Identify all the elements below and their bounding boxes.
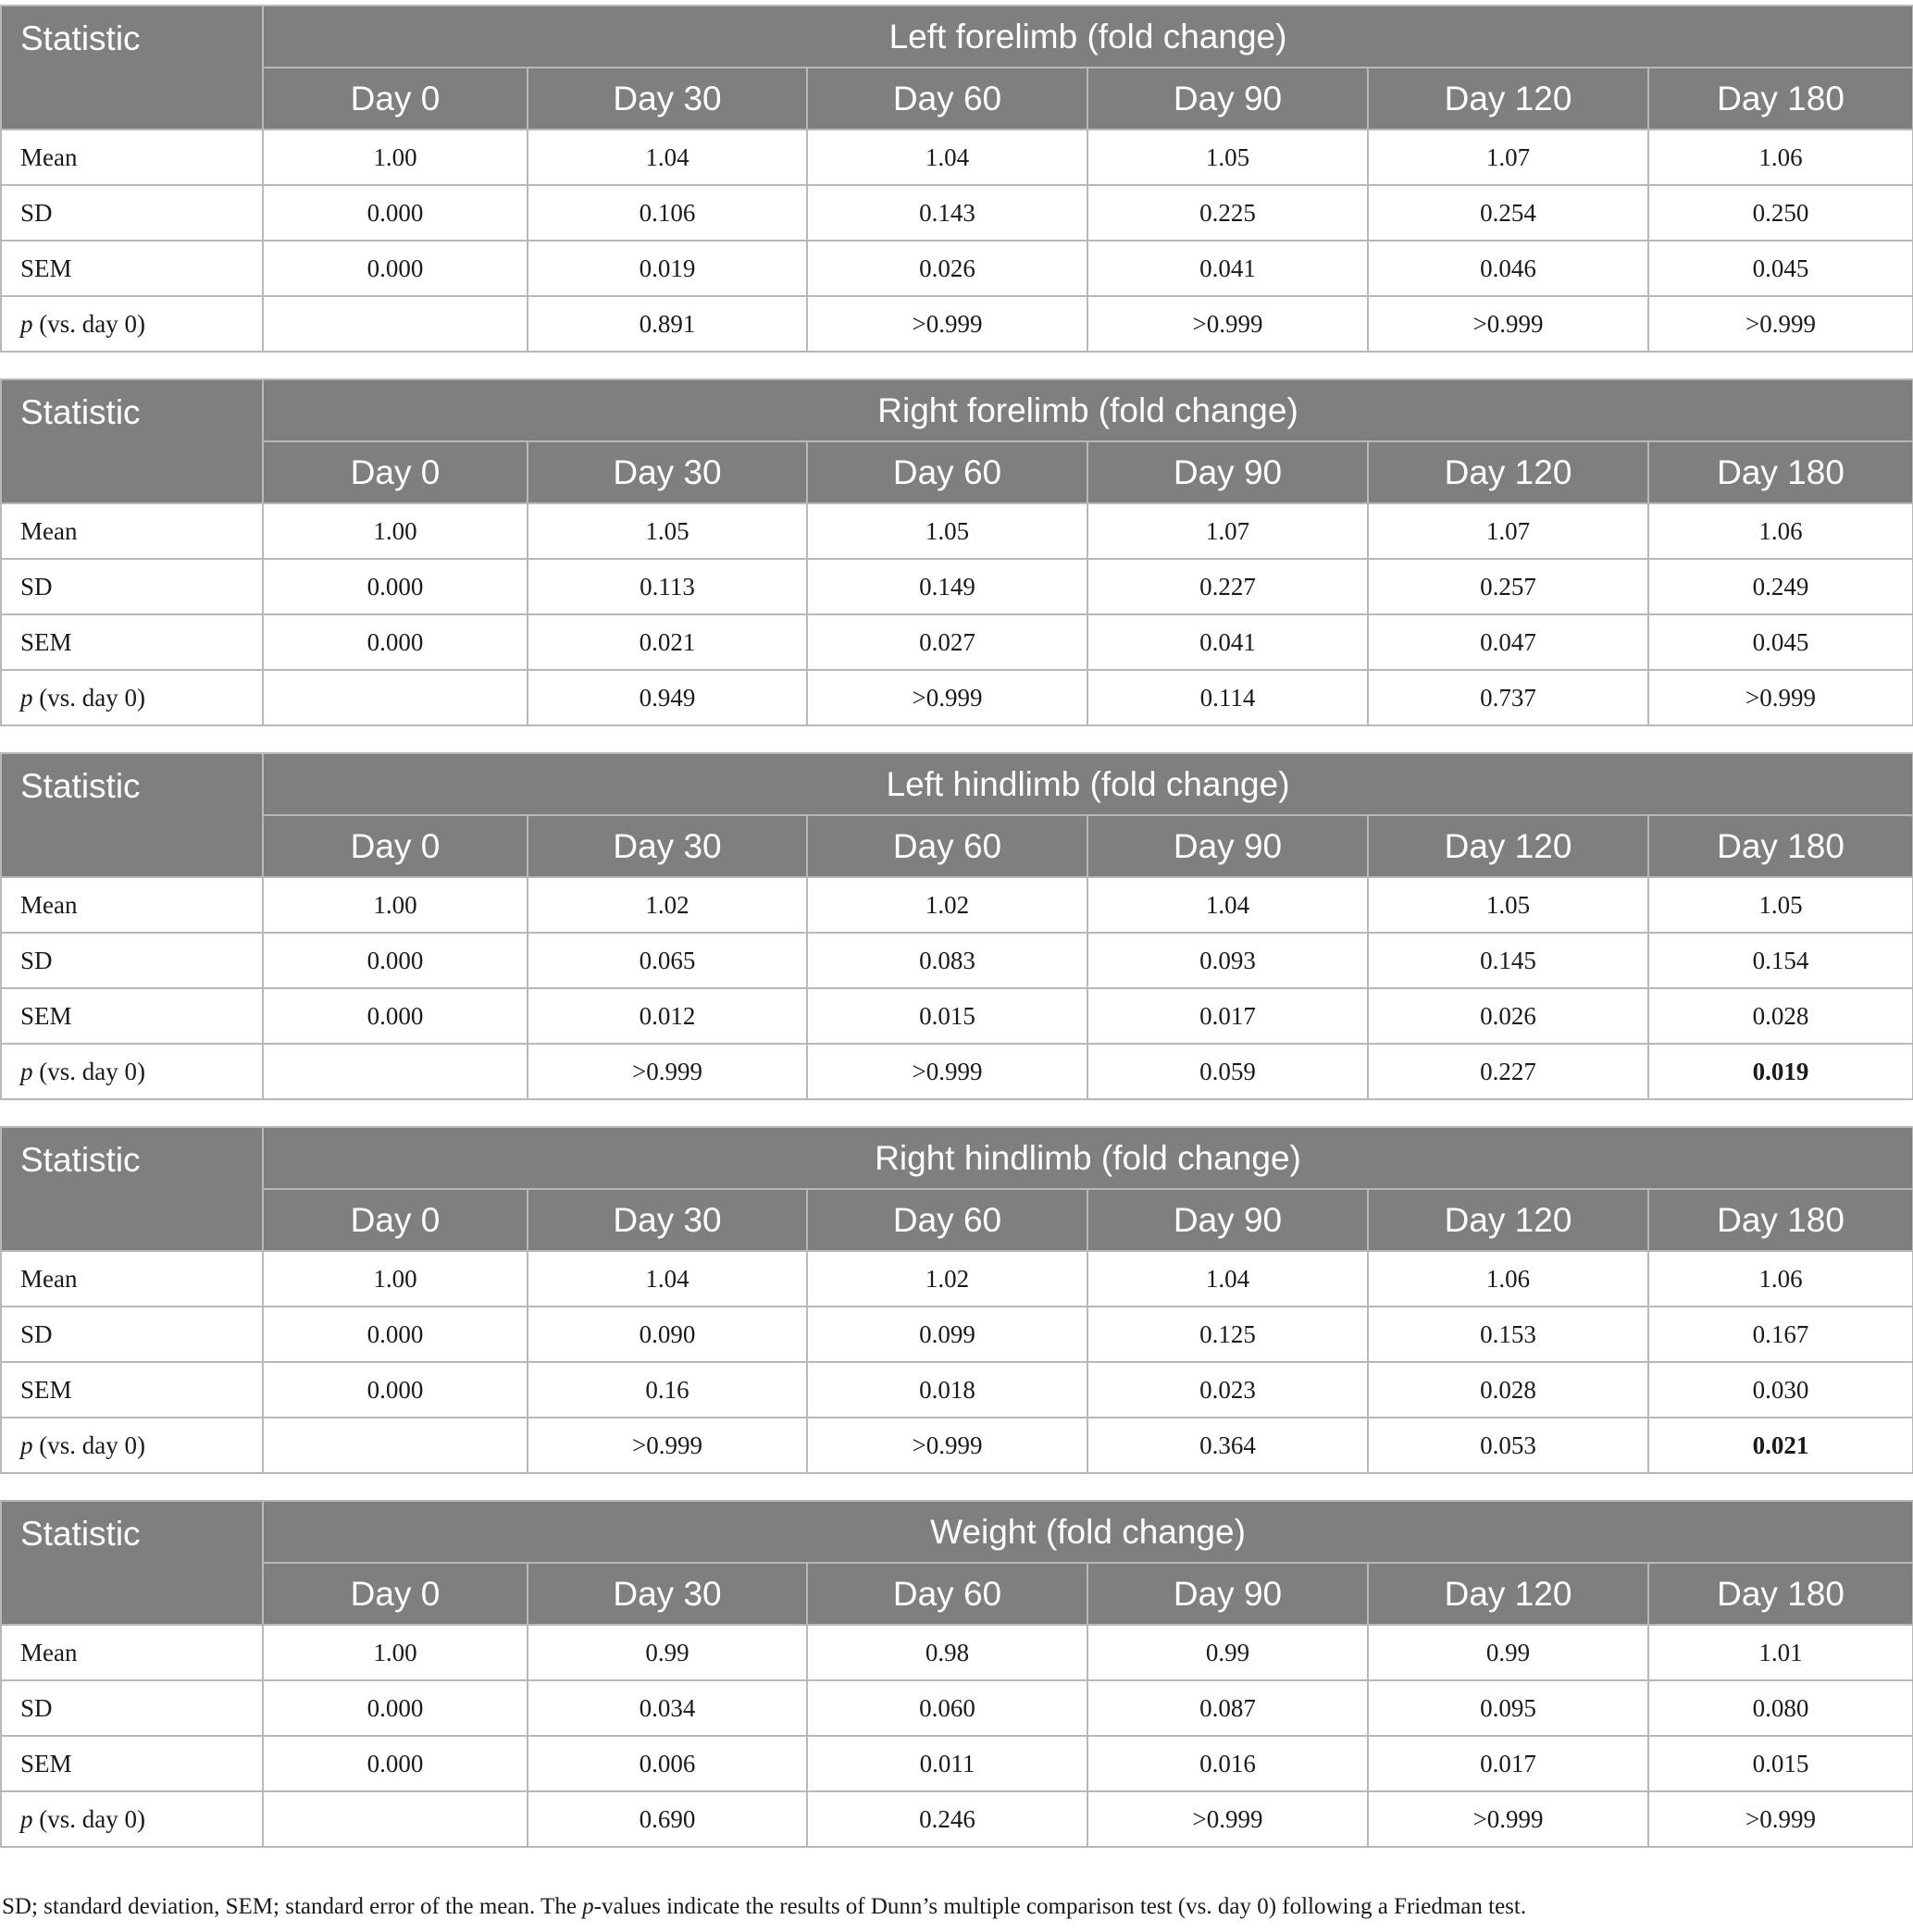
table-cell: 0.030 [1648, 1362, 1913, 1418]
table-cell: 0.737 [1368, 670, 1648, 725]
row-label [1, 1418, 263, 1473]
row-label: SEM [1, 988, 263, 1044]
table-cell: 0.028 [1648, 988, 1913, 1044]
table-cell: 0.227 [1368, 1044, 1648, 1099]
table-cell: 1.06 [1368, 1251, 1648, 1307]
table-row [1, 503, 1913, 559]
table-cell: 0.041 [1087, 241, 1368, 296]
day-column-header: Day 120 [1368, 441, 1648, 503]
table-cell: 0.034 [528, 1680, 807, 1736]
row-label: SEM [1, 614, 263, 670]
table-cell [263, 1418, 528, 1473]
table-row [1, 1362, 1913, 1418]
table-cell: 0.021 [528, 614, 807, 670]
table-cell: 1.04 [807, 130, 1087, 185]
row-label [1, 670, 263, 725]
stat-table [0, 5, 1913, 353]
table-cell: 0.106 [528, 185, 807, 241]
day-column-header: Day 180 [1648, 1563, 1913, 1625]
table-cell: 0.046 [1368, 241, 1648, 296]
row-label: Mean [1, 1251, 263, 1307]
day-column-header: Day 90 [1087, 815, 1368, 877]
day-column-header: Day 30 [528, 1563, 807, 1625]
table-cell: 1.00 [263, 130, 528, 185]
table-cell: 1.05 [1087, 130, 1368, 185]
table-cell: 0.045 [1648, 614, 1913, 670]
table-row [1, 1625, 1913, 1680]
table-cell: 0.019 [1648, 1044, 1913, 1099]
table-cell: 0.041 [1087, 614, 1368, 670]
table-cell: 1.05 [528, 503, 807, 559]
table-row [1, 1418, 1913, 1473]
day-column-header: Day 180 [1648, 68, 1913, 130]
table-row [1, 1044, 1913, 1099]
table-cell: 0.000 [263, 1362, 528, 1418]
table-cell: 0.249 [1648, 559, 1913, 614]
table-cell: 0.080 [1648, 1680, 1913, 1736]
row-label-text: (vs. day 0) [32, 309, 145, 338]
table-cell: 1.06 [1648, 130, 1913, 185]
table-cell: 0.059 [1087, 1044, 1368, 1099]
table-cell: 0.125 [1087, 1307, 1368, 1362]
table-cell: 0.019 [528, 241, 807, 296]
statistic-header: Statistic [1, 1501, 263, 1625]
table-row [1, 1791, 1913, 1847]
day-column-header: Day 180 [1648, 815, 1913, 877]
table-cell: >0.999 [807, 670, 1087, 725]
table-cell: 1.06 [1648, 503, 1913, 559]
table-cell: 1.07 [1368, 503, 1648, 559]
table-cell [263, 670, 528, 725]
table-title: Left forelimb (fold change) [263, 6, 1913, 68]
table-row [1, 670, 1913, 725]
table-footnote [2, 1894, 1526, 1920]
row-label: SD [1, 185, 263, 241]
table-cell: 0.021 [1648, 1418, 1913, 1473]
table-cell: 0.093 [1087, 933, 1368, 988]
row-label: SEM [1, 1362, 263, 1418]
table-cell: 0.060 [807, 1680, 1087, 1736]
table-row [1, 614, 1913, 670]
table-cell: 0.99 [1368, 1625, 1648, 1680]
day-column-header: Day 60 [807, 68, 1087, 130]
table-cell: 1.07 [1368, 130, 1648, 185]
day-column-header: Day 180 [1648, 441, 1913, 503]
row-label [1, 296, 263, 352]
row-label: Mean [1, 503, 263, 559]
table-cell: 0.113 [528, 559, 807, 614]
table-cell: 0.017 [1368, 1736, 1648, 1791]
row-label-italic: p [20, 309, 33, 338]
table-cell: 0.047 [1368, 614, 1648, 670]
day-column-header: Day 90 [1087, 1189, 1368, 1251]
day-column-header: Day 30 [528, 1189, 807, 1251]
table-cell [263, 296, 528, 352]
table-cell: >0.999 [1368, 296, 1648, 352]
table-cell: 0.246 [807, 1791, 1087, 1847]
table-cell: 0.083 [807, 933, 1087, 988]
table-cell: 0.154 [1648, 933, 1913, 988]
table-cell: 1.00 [263, 877, 528, 933]
row-label: SD [1, 1307, 263, 1362]
table-cell: 0.000 [263, 988, 528, 1044]
table-cell: 1.02 [528, 877, 807, 933]
day-column-header: Day 90 [1087, 68, 1368, 130]
day-column-header: Day 90 [1087, 1563, 1368, 1625]
table-cell: 0.000 [263, 185, 528, 241]
row-label: SD [1, 1680, 263, 1736]
table-cell: >0.999 [1648, 1791, 1913, 1847]
table-cell: 0.149 [807, 559, 1087, 614]
table-row [1, 241, 1913, 296]
table-cell: 1.04 [528, 130, 807, 185]
table-cell: 0.011 [807, 1736, 1087, 1791]
day-column-header: Day 60 [807, 815, 1087, 877]
table-row [1, 559, 1913, 614]
day-column-header: Day 0 [263, 815, 528, 877]
table-cell: >0.999 [1368, 1791, 1648, 1847]
table-title: Weight (fold change) [263, 1501, 1913, 1563]
table-cell: >0.999 [528, 1044, 807, 1099]
table-cell: 0.000 [263, 559, 528, 614]
table-cell: 1.06 [1648, 1251, 1913, 1307]
row-label-text: (vs. day 0) [32, 1804, 145, 1833]
table-title: Right hindlimb (fold change) [263, 1127, 1913, 1189]
table-cell: 0.000 [263, 614, 528, 670]
day-column-header: Day 90 [1087, 441, 1368, 503]
table-cell: 0.045 [1648, 241, 1913, 296]
table-cell: 0.065 [528, 933, 807, 988]
table-row [1, 877, 1913, 933]
row-label: Mean [1, 130, 263, 185]
table-cell: 0.095 [1368, 1680, 1648, 1736]
table-cell: 0.153 [1368, 1307, 1648, 1362]
day-column-header: Day 0 [263, 68, 528, 130]
table-row [1, 1307, 1913, 1362]
table-row [1, 1680, 1913, 1736]
table-cell: 0.227 [1087, 559, 1368, 614]
table-cell: 1.00 [263, 1251, 528, 1307]
statistic-header: Statistic [1, 6, 263, 130]
day-column-header: Day 0 [263, 1189, 528, 1251]
table-cell: 0.98 [807, 1625, 1087, 1680]
table-row [1, 933, 1913, 988]
table-cell: 0.891 [528, 296, 807, 352]
table-cell: 1.00 [263, 503, 528, 559]
table-cell: 0.000 [263, 1680, 528, 1736]
table-cell: 0.028 [1368, 1362, 1648, 1418]
table-cell: 0.027 [807, 614, 1087, 670]
row-label-italic: p [20, 683, 33, 712]
row-label: SD [1, 559, 263, 614]
table-cell: 0.114 [1087, 670, 1368, 725]
row-label-italic: p [20, 1430, 33, 1459]
table-title: Left hindlimb (fold change) [263, 753, 1913, 815]
table-row [1, 1736, 1913, 1791]
table-cell: >0.999 [1648, 296, 1913, 352]
table-cell: 0.167 [1648, 1307, 1913, 1362]
day-column-header: Day 30 [528, 815, 807, 877]
table-cell: >0.999 [807, 1044, 1087, 1099]
table-cell: 0.087 [1087, 1680, 1368, 1736]
table-cell: 0.006 [528, 1736, 807, 1791]
day-column-header: Day 60 [807, 1189, 1087, 1251]
row-label-text: (vs. day 0) [32, 1057, 145, 1085]
table-cell: 0.99 [528, 1625, 807, 1680]
table-row [1, 296, 1913, 352]
table-cell: 0.99 [1087, 1625, 1368, 1680]
table-row [1, 185, 1913, 241]
day-column-header: Day 120 [1368, 1563, 1648, 1625]
day-column-header: Day 120 [1368, 815, 1648, 877]
table-row [1, 988, 1913, 1044]
row-label: SEM [1, 1736, 263, 1791]
day-column-header: Day 0 [263, 1563, 528, 1625]
table-cell: >0.999 [1087, 1791, 1368, 1847]
stat-table [0, 1126, 1913, 1474]
table-cell: 0.018 [807, 1362, 1087, 1418]
stat-table [0, 378, 1913, 726]
day-column-header: Day 30 [528, 441, 807, 503]
table-cell: 0.16 [528, 1362, 807, 1418]
table-row [1, 130, 1913, 185]
table-cell: 0.949 [528, 670, 807, 725]
table-cell: >0.999 [528, 1418, 807, 1473]
stat-table [0, 1500, 1913, 1848]
day-column-header: Day 60 [807, 1563, 1087, 1625]
day-column-header: Day 60 [807, 441, 1087, 503]
day-column-header: Day 120 [1368, 68, 1648, 130]
table-cell: 0.000 [263, 1736, 528, 1791]
row-label-italic: p [20, 1804, 33, 1833]
day-column-header: Day 30 [528, 68, 807, 130]
table-cell: >0.999 [1087, 296, 1368, 352]
table-cell: 1.00 [263, 1625, 528, 1680]
row-label: SEM [1, 241, 263, 296]
table-cell: >0.999 [1648, 670, 1913, 725]
table-cell: 0.257 [1368, 559, 1648, 614]
statistic-header: Statistic [1, 1127, 263, 1251]
table-cell: 0.364 [1087, 1418, 1368, 1473]
footnote-part1: SD; standard deviation, SEM; standard error of the mean. The [2, 1894, 583, 1919]
table-cell: 0.225 [1087, 185, 1368, 241]
table-cell: 0.690 [528, 1791, 807, 1847]
row-label: SD [1, 933, 263, 988]
table-cell: 0.000 [263, 933, 528, 988]
table-cell: 1.07 [1087, 503, 1368, 559]
day-column-header: Day 180 [1648, 1189, 1913, 1251]
table-cell: 0.143 [807, 185, 1087, 241]
row-label-text: (vs. day 0) [32, 1430, 145, 1459]
table-cell: 0.012 [528, 988, 807, 1044]
day-column-header: Day 0 [263, 441, 528, 503]
table-cell: 0.015 [1648, 1736, 1913, 1791]
table-cell: 1.04 [528, 1251, 807, 1307]
table-cell: 0.026 [1368, 988, 1648, 1044]
row-label [1, 1044, 263, 1099]
table-cell: 0.250 [1648, 185, 1913, 241]
row-label [1, 1791, 263, 1847]
table-cell: 0.017 [1087, 988, 1368, 1044]
table-cell: 1.02 [807, 877, 1087, 933]
row-label: Mean [1, 877, 263, 933]
table-cell: 0.053 [1368, 1418, 1648, 1473]
table-cell: 0.015 [807, 988, 1087, 1044]
table-cell: 0.254 [1368, 185, 1648, 241]
footnote-p-italic: p [582, 1894, 594, 1919]
tables-container [0, 5, 1913, 1874]
table-cell: 1.05 [807, 503, 1087, 559]
day-column-header: Day 120 [1368, 1189, 1648, 1251]
table-cell: 0.145 [1368, 933, 1648, 988]
table-cell: 0.090 [528, 1307, 807, 1362]
table-cell: 0.099 [807, 1307, 1087, 1362]
statistic-header: Statistic [1, 753, 263, 877]
table-title: Right forelimb (fold change) [263, 379, 1913, 441]
stat-table [0, 752, 1913, 1100]
footnote-part2: -values indicate the results of Dunn’s multiple comparison test (vs. day 0) following a Friedman test. [593, 1894, 1527, 1919]
row-label: Mean [1, 1625, 263, 1680]
table-cell: 0.026 [807, 241, 1087, 296]
statistic-header: Statistic [1, 379, 263, 503]
table-cell: 1.04 [1087, 877, 1368, 933]
table-cell: 0.000 [263, 1307, 528, 1362]
table-cell: 1.05 [1368, 877, 1648, 933]
table-cell: >0.999 [807, 1418, 1087, 1473]
table-cell: 1.05 [1648, 877, 1913, 933]
table-cell: >0.999 [807, 296, 1087, 352]
table-cell: 1.01 [1648, 1625, 1913, 1680]
table-cell: 0.000 [263, 241, 528, 296]
table-cell [263, 1044, 528, 1099]
table-cell: 1.04 [1087, 1251, 1368, 1307]
table-cell: 0.023 [1087, 1362, 1368, 1418]
row-label-text: (vs. day 0) [32, 683, 145, 712]
row-label-italic: p [20, 1057, 33, 1085]
table-cell: 1.02 [807, 1251, 1087, 1307]
table-row [1, 1251, 1913, 1307]
table-cell [263, 1791, 528, 1847]
table-cell: 0.016 [1087, 1736, 1368, 1791]
